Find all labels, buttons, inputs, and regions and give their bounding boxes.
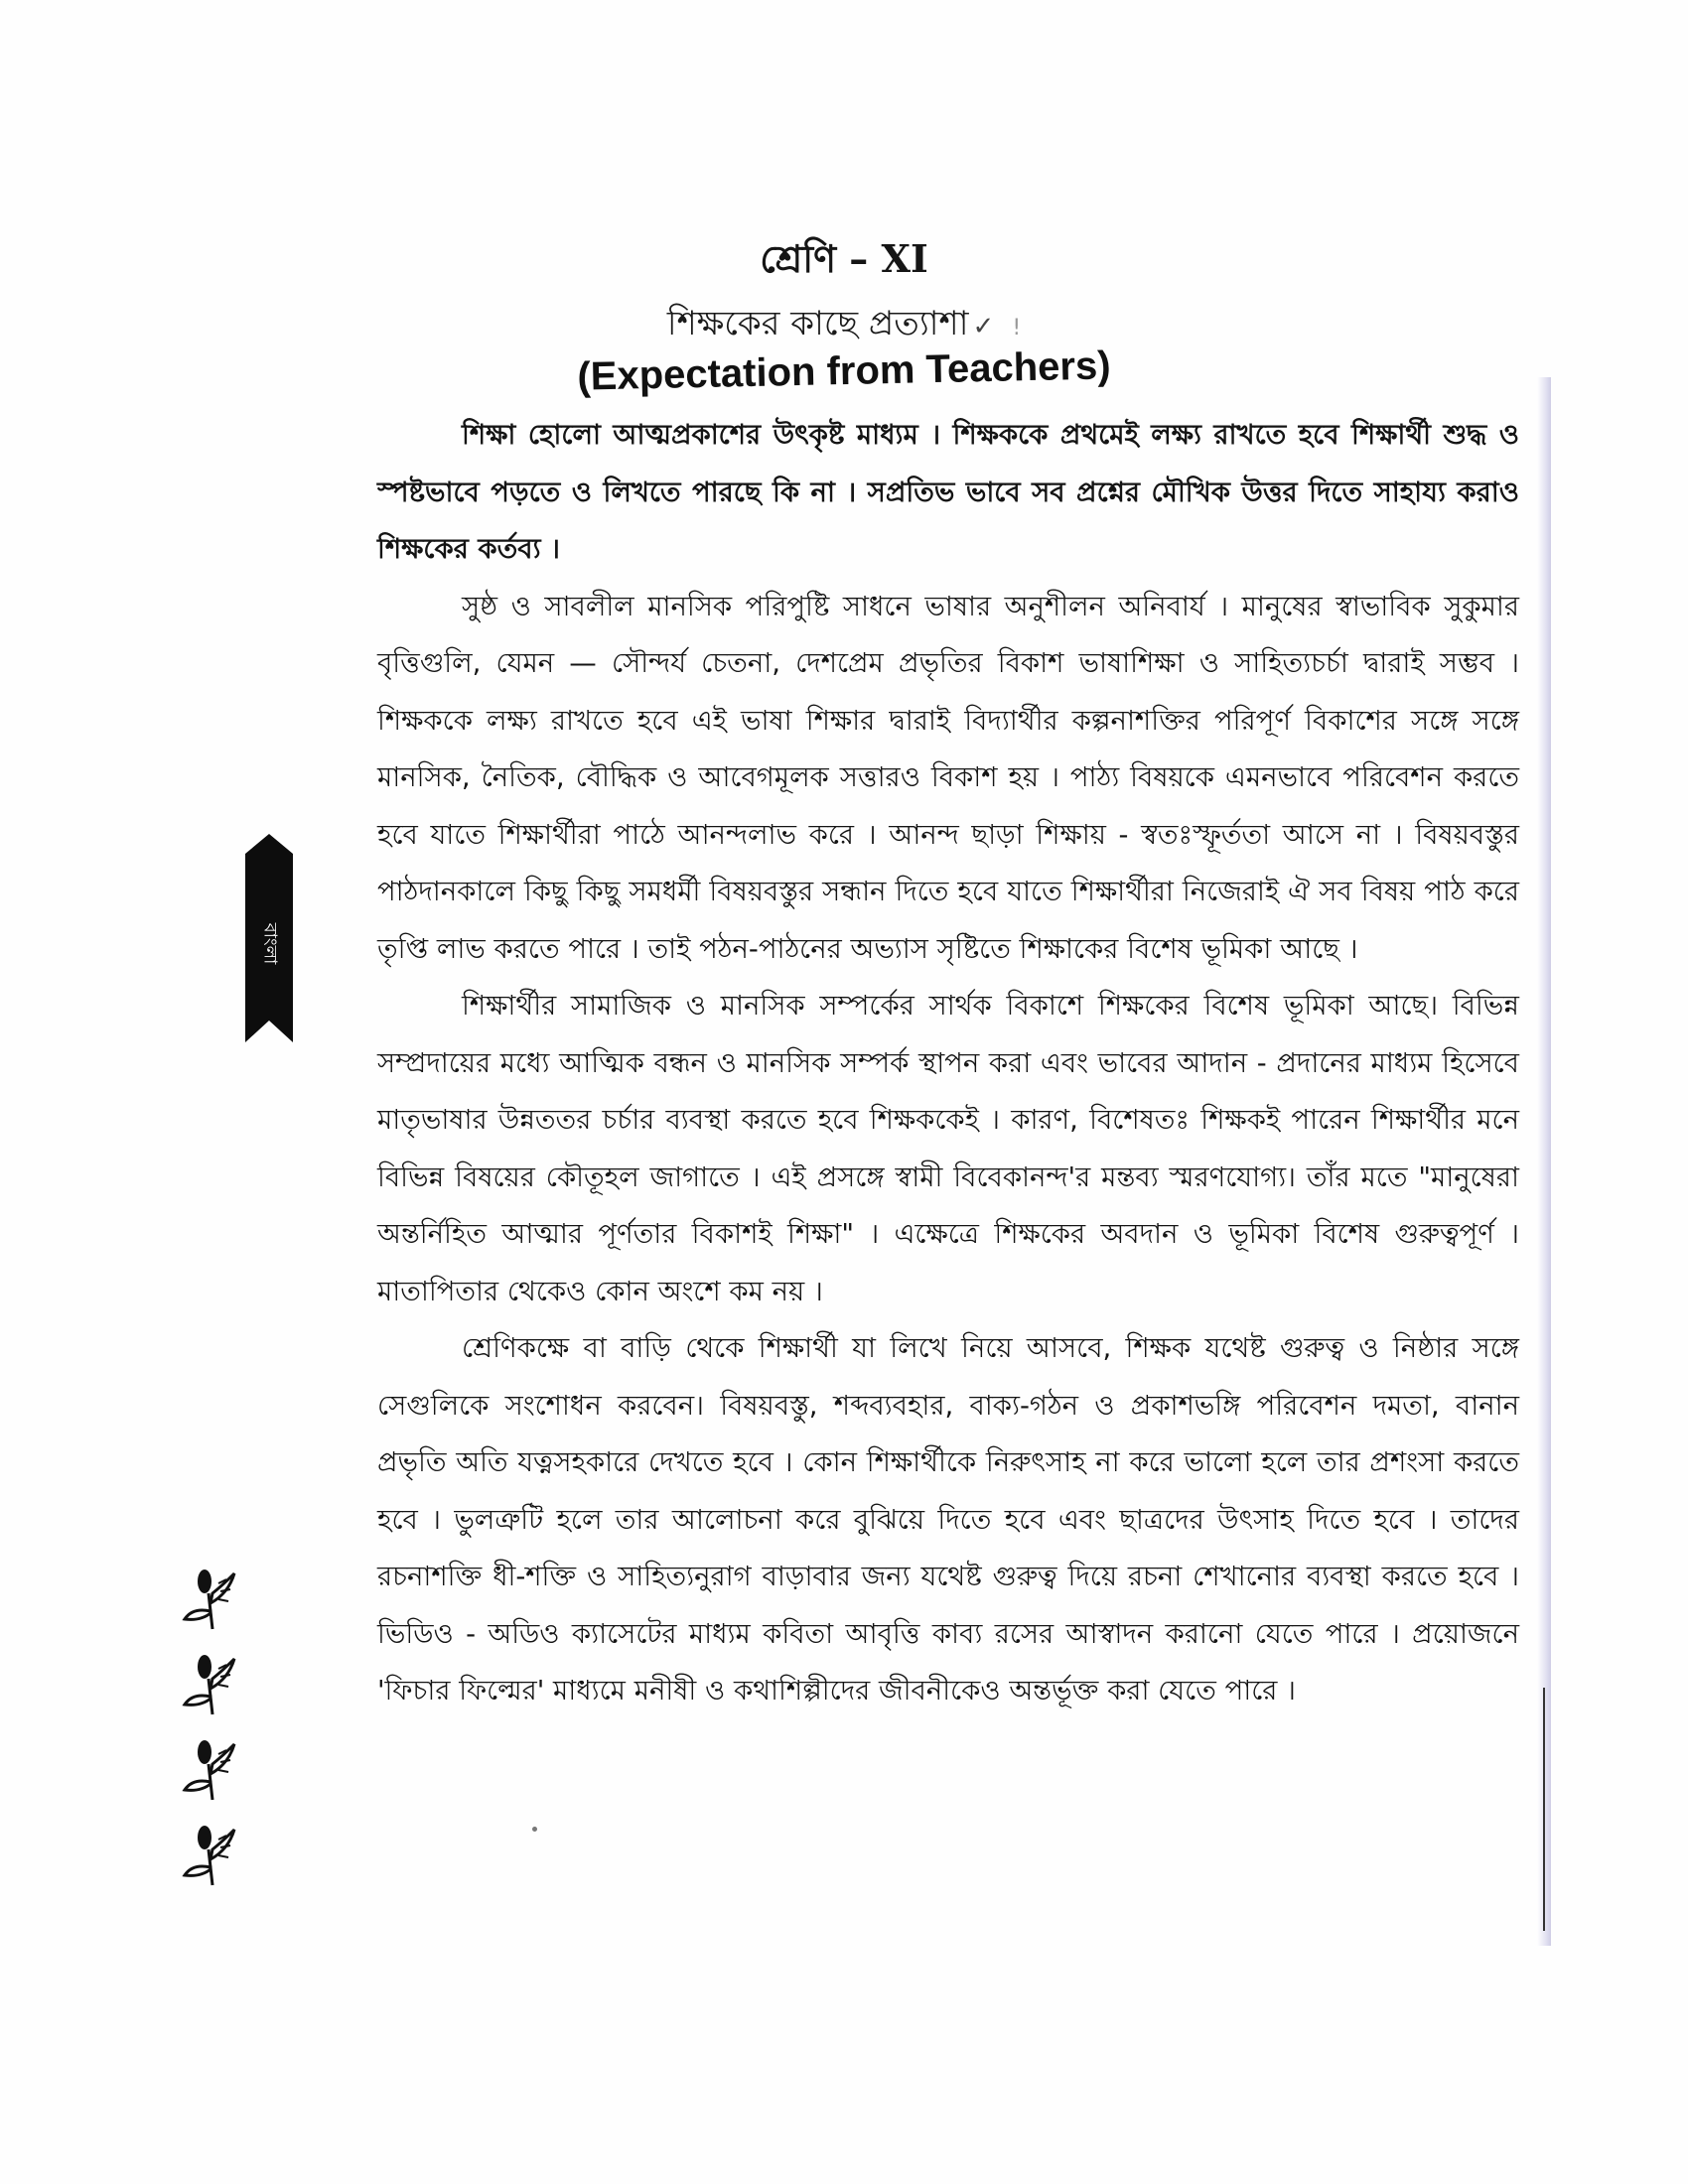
side-tab-bookmark <box>245 834 293 1042</box>
paragraph-2: সুষ্ঠ ও সাবলীল মানসিক পরিপুষ্টি সাধনে ভাষার অনুশীলন অনিবার্য । মানুষের স্বাভাবিক সুকুমার বৃত্তিগুলি, যেমন — সৌন্দর্য চেতনা, দেশপ্রেম প্রভৃতির বিকাশ ভাষাশিক্ষা ও সাহিত্যচর্চা দ্বারাই সম্ভব । শিক্ষককে লক্ষ্য রাখতে হবে এই ভাষা শিক্ষার দ্বারাই বিদ্যার্থীর কল্পনাশক্তির পরিপূর্ণ বিকাশের সঙ্গে সঙ্গে মানসিক, নৈতিক, বৌদ্ধিক ও আবেগমূলক সত্তারও বিকাশ হয় । পাঠ্য বিষয়কে এমনভাবে পরিবেশন করতে হবে যাতে শিক্ষার্থীরা পাঠে আনন্দলাভ করে । আনন্দ ছাড়া শিক্ষায় - স্বতঃস্ফূর্ততা আসে না । বিষয়বস্তুর পাঠদানকালে কিছু কিছু সমধর্মী বিষয়বস্তুর সন্ধান দিতে হবে যাতে শিক্ষার্থীরা নিজেরাই ঐ সব বিষয় পাঠ করে তৃপ্তি লাভ করতে পারে । তাই পঠন-পাঠনের অভ্যাস সৃষ্টিতে শিক্ষাকের বিশেষ ভূমিকা আছে । <box>377 590 1519 965</box>
page-edge-line <box>1543 1688 1545 1931</box>
paragraph-1: শিক্ষা হোলো আত্মপ্রকাশের উৎকৃষ্ট মাধ্যম । শিক্ষককে প্রথমেই লক্ষ্য রাখতে হবে শিক্ষার্থী শুদ্ধ ও স্পষ্টভাবে পড়তে ও লিখতে পারছে কি না । সপ্রতিভ ভাবে সব প্রশ্নের মৌখিক উত্তর দিতে সাহায্য করাও শিক্ষকের কর্তব্য । <box>377 419 1519 565</box>
english-title: (Expectation from Teachers) <box>576 343 1111 399</box>
body-text <box>377 407 1519 1720</box>
bengali-title-text: শিক্ষকের কাছে প্রত্যাশা <box>666 304 969 343</box>
paragraph-4: শ্রেণিকক্ষে বা বাড়ি থেকে শিক্ষার্থী যা লিখে নিয়ে আসবে, শিক্ষক যথেষ্ট গুরুত্ব ও নিষ্ঠার সঙ্গে সেগুলিকে সংশোধন করবেন। বিষয়বস্তু, শব্দব্যবহার, বাক্য-গঠন ও প্রকাশভঙ্গি পরিবেশন দমতা, বানান প্রভৃতি অতি যত্নসহকারে দেখতে হবে । কোন শিক্ষার্থীকে নিরুৎসাহ না করে ভালো হলে তার প্রশংসা করতে হবে । ভুলত্রুটি হলে তার আলোচনা করে বুঝিয়ে দিতে হবে এবং ছাত্রদের উৎসাহ দিতে হবে । তাদের রচনাশক্তি ধী-শক্তি ও সাহিত্যনুরাগ বাড়াবার জন্য যথেষ্ট গুরুত্ব দিয়ে রচনা শেখানোর ব্যবস্থা করতে হবে । ভিডিও - অডিও ক্যাসেটের মাধ্যম কবিতা আবৃত্তি কাব্য রসের আস্বাদন করানো যেতে পারে । প্রয়োজনে 'ফিচার ফিল্মের' মাধ্যমে মনীষী ও কথাশিল্পীদের জীবনীকেও অন্তর্ভূক্ত করা যেতে পারে । <box>377 1332 1519 1706</box>
class-label: শ্রেণি – XI <box>760 236 928 281</box>
leaf-decoration-column <box>179 1564 278 1905</box>
leaf-sprig-icon <box>179 1649 248 1718</box>
leaf-sprig-icon <box>179 1820 248 1889</box>
margin-mark-icon: ! <box>1012 316 1022 341</box>
side-tab-label: বাংলা <box>259 922 281 965</box>
leaf-sprig-icon <box>179 1564 248 1633</box>
leaf-sprig-icon <box>179 1734 248 1804</box>
ink-speck <box>532 1827 537 1832</box>
check-mark-icon: ✓ <box>972 312 995 341</box>
paragraph-3: শিক্ষার্থীর সামাজিক ও মানসিক সম্পর্কের সার্থক বিকাশে শিক্ষকের বিশেষ ভূমিকা আছে। বিভিন্ন সম্প্রদায়ের মধ্যে আত্মিক বন্ধন ও মানসিক সম্পর্ক স্থাপন করা এবং ভাবের আদান - প্রদানের মাধ্যম হিসেবে মাতৃভাষার উন্নততর চর্চার ব্যবস্থা করতে হবে শিক্ষককেই । কারণ, বিশেষতঃ শিক্ষকই পারেন শিক্ষার্থীর মনে বিভিন্ন বিষয়ের কৌতূহল জাগাতে । এই প্রসঙ্গে স্বামী বিবেকানন্দ'র মন্তব্য স্মরণযোগ্য। তাঁর মতে "মানুষেরা অন্তর্নিহিত আত্মার পূর্ণতার বিকাশই শিক্ষা" । এক্ষেত্রে শিক্ষকের অবদান ও ভূমিকা বিশেষ গুরুত্বপূর্ণ । মাতাপিতার থেকেও কোন অংশে কম নয় । <box>377 990 1519 1307</box>
